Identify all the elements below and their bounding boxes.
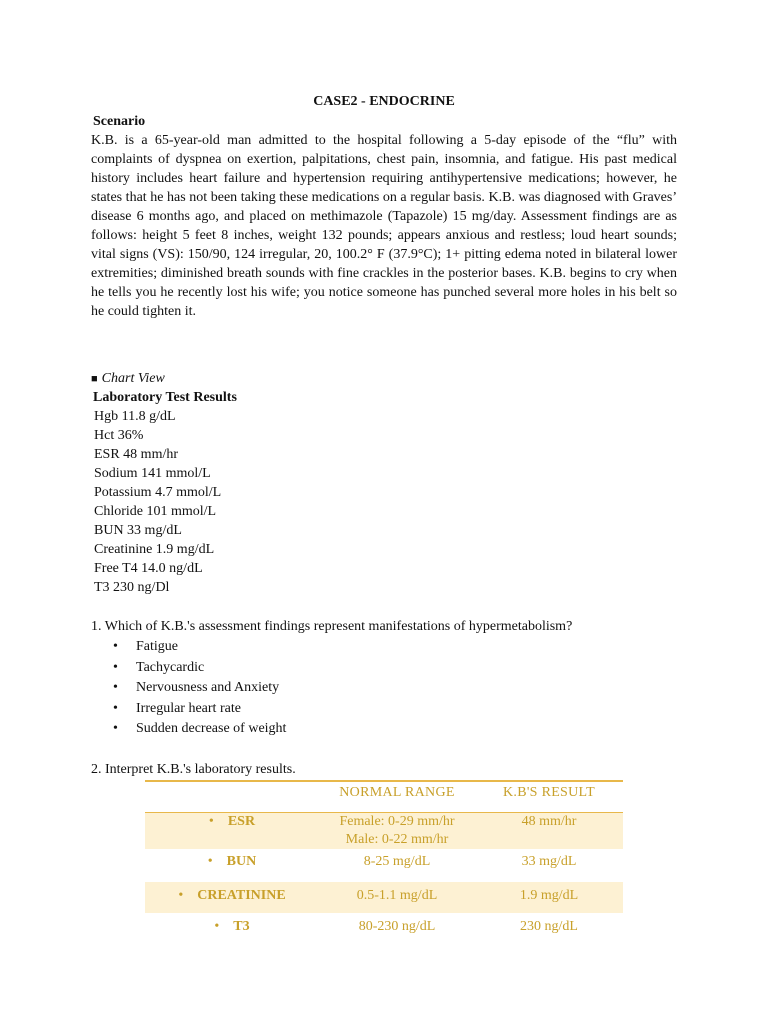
test-name: BUN	[226, 853, 257, 869]
answer-item	[91, 637, 677, 658]
lab-result-item: Potassium 4.7 mmol/L	[94, 485, 222, 500]
bullet-icon: •	[214, 918, 220, 934]
lab-result-item: T3 230 ng/Dl	[94, 580, 170, 595]
bullet-icon: •	[207, 853, 213, 869]
lab-result-item: Hct 36%	[94, 428, 144, 443]
scenario-heading: Scenario	[93, 114, 146, 129]
result-cell: 33 mg/dL	[521, 853, 577, 869]
answer-text: Tachycardic	[136, 659, 205, 675]
result-cell: 48 mm/hr	[475, 812, 623, 849]
normal-range-cell: 0.5-1.1 mg/dL	[319, 882, 475, 913]
table-row	[145, 812, 623, 849]
test-name: ESR	[227, 813, 256, 829]
answer-item	[91, 678, 677, 699]
normal-range-cell: 80-230 ng/dL	[358, 918, 436, 934]
normal-range-cell: 8-25 mg/dL	[363, 853, 431, 869]
answer-text: Fatigue	[136, 639, 178, 654]
document-page	[91, 92, 677, 945]
lab-result-item: Chloride 101 mmol/L	[94, 504, 217, 519]
table-header-normal-range: NORMAL RANGE	[319, 781, 475, 813]
lab-result-item: Hgb 11.8 g/dL	[94, 409, 176, 424]
answer-text: Sudden decrease of weight	[136, 721, 287, 736]
table-header-result: K.B'S RESULT	[475, 781, 623, 813]
test-name-cell	[145, 812, 319, 849]
lab-results-list	[91, 407, 677, 597]
table-row	[145, 849, 623, 882]
chart-view-label	[91, 369, 677, 388]
table-row	[145, 882, 623, 913]
square-bullet-icon: ■	[91, 373, 98, 385]
normal-range-cell	[319, 812, 475, 849]
chart-view-text: Chart View	[101, 371, 165, 386]
table-row	[145, 913, 623, 945]
scenario-paragraph: K.B. is a 65-year-old man admitted to the hospital following a 5-day episode of the “flu” with complaints of dyspnea on exertion, palpitations, chest pain, insomnia, and fatigue. His past medical history includes heart failure and hypertension requiring antihypertensive medications; however, he states that he has not been taking these medications on a regular basis. K.B. was diagnosed with Graves’ disease 6 months ago, and placed on methimazole (Tapazole) 15 mg/day. Assessment findings are as follows: height 5 feet 8 inches, weight 132 pounds; appears anxious and restless; loud heart sounds; vital signs (VS): 150/90, 124 irregular, 20, 100.2° F (37.9°C); 1+ pitting edema noted in bilateral lower extremities; diminished breath sounds with fine crackles in the posterior bases. K.B. begins to cry when he tells you he recently lost his wife; you notice someone has punched several more holes in his belt so he could tighten it.	[91, 133, 677, 319]
lab-result-item: Creatinine 1.9 mg/dL	[94, 542, 215, 557]
bullet-icon: •	[113, 700, 118, 716]
lab-interpretation-table	[145, 780, 623, 945]
result-cell: 1.9 mg/dL	[475, 882, 623, 913]
lab-result-item: Free T4 14.0 ng/dL	[94, 561, 203, 576]
test-name-cell	[145, 882, 319, 913]
lab-result-item: Sodium 141 mmol/L	[94, 466, 211, 481]
answer-item	[91, 658, 677, 679]
result-cell: 230 ng/dL	[520, 918, 578, 934]
answer-text: Irregular heart rate	[136, 700, 241, 716]
bullet-icon: •	[113, 659, 118, 675]
test-name-cell	[145, 913, 319, 945]
answer-item	[91, 699, 677, 720]
table-header-test	[145, 781, 319, 813]
test-name-cell	[145, 849, 319, 882]
table-header-row	[145, 781, 623, 813]
bullet-icon: •	[113, 639, 118, 654]
bullet-icon: •	[113, 721, 118, 736]
lab-results-heading: Laboratory Test Results	[93, 390, 237, 405]
bullet-icon: •	[208, 813, 214, 829]
answer-text: Nervousness and Anxiety	[136, 680, 280, 695]
lab-result-item: ESR 48 mm/hr	[94, 447, 179, 462]
normal-range-line: Female: 0-29 mm/hr	[339, 813, 455, 829]
question-2: 2. Interpret K.B.'s laboratory results.	[91, 761, 296, 777]
answer-list-1	[91, 637, 677, 740]
bullet-icon: •	[113, 680, 118, 695]
normal-range-line: Male: 0-22 mm/hr	[345, 831, 449, 847]
question-1: 1. Which of K.B.'s assessment findings represent manifestations of hypermetabolism?	[91, 619, 573, 634]
answer-item	[91, 719, 677, 740]
test-name: T3	[233, 918, 250, 934]
bullet-icon: •	[178, 887, 184, 903]
case-title: CASE2 - ENDOCRINE	[313, 94, 455, 109]
test-name: CREATININE	[197, 887, 286, 903]
lab-result-item: BUN 33 mg/dL	[94, 523, 182, 538]
